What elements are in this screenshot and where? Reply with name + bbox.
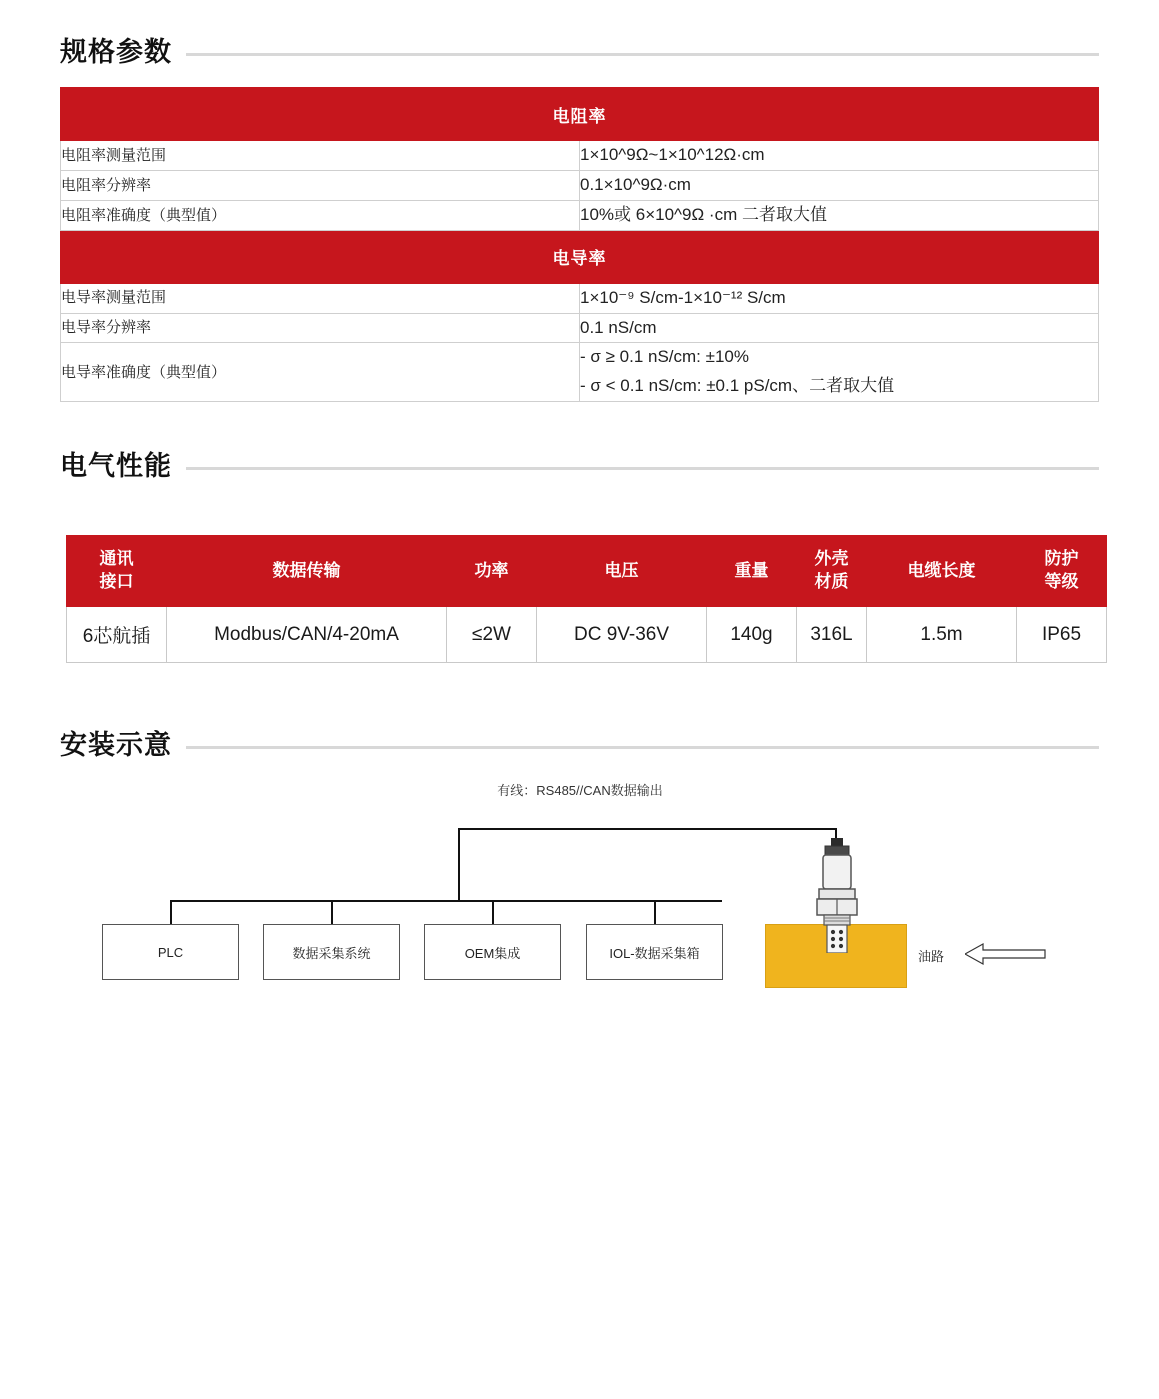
heading-rule	[186, 467, 1099, 470]
bus-line-left-drop	[458, 828, 460, 900]
row-label: 电阻率准确度（典型值）	[61, 200, 580, 230]
row-label: 电导率分辨率	[61, 313, 580, 343]
section-header-electrical	[60, 444, 1099, 483]
heading-rule	[186, 53, 1099, 56]
page-title-electrical: 电气性能	[60, 451, 172, 482]
band-conductivity: 电导率	[61, 230, 1099, 283]
spacer	[60, 501, 1099, 535]
page-title-install: 安装示意	[60, 730, 172, 761]
diagram-caption: 有线：RS485//CAN数据输出	[497, 783, 663, 799]
col-header-data-transfer	[167, 536, 447, 607]
table-row	[61, 343, 1099, 402]
table-row	[61, 170, 1099, 200]
electrical-table-wrap	[60, 535, 1099, 663]
col-header-housing-material	[797, 536, 867, 607]
spacer	[60, 663, 1099, 723]
row-value: 0.1×10^9Ω·cm	[580, 170, 1099, 200]
section-header-install	[60, 723, 1099, 762]
diagram-box-iol: IOL-数据采集箱	[586, 924, 723, 980]
row-value-multiline	[580, 343, 1099, 402]
row-label: 电阻率测量范围	[61, 141, 580, 171]
branch-drop-4	[654, 900, 656, 924]
installation-diagram	[60, 780, 1100, 1040]
cell-housing-material: 316L	[797, 607, 867, 663]
diagram-box-plc: PLC	[102, 924, 239, 980]
cell-cable-length: 1.5m	[867, 607, 1017, 663]
header-line1: 电压	[604, 560, 639, 580]
row-label: 电导率测量范围	[61, 283, 580, 313]
header-line1: 重量	[734, 560, 769, 580]
diagram-box-dataacq: 数据采集系统	[263, 924, 400, 980]
diagram-box-oem: OEM集成	[424, 924, 561, 980]
table-row	[67, 607, 1107, 663]
header-line1: 数据传输	[272, 560, 341, 580]
col-header-protection-rating	[1017, 536, 1107, 607]
table-row	[61, 141, 1099, 171]
table-row	[61, 200, 1099, 230]
header-line2: 材质	[814, 572, 849, 592]
oil-label: 油路	[918, 949, 945, 965]
row-label: 电阻率分辨率	[61, 170, 580, 200]
row-value: 1×10^9Ω~1×10^12Ω·cm	[580, 141, 1099, 171]
table-row	[61, 230, 1099, 283]
header-line1: 防护	[1044, 549, 1079, 569]
col-header-voltage	[537, 536, 707, 607]
row-value-line2: - σ < 0.1 nS/cm: ±0.1 pS/cm、二者取大值	[580, 376, 895, 396]
table-row	[61, 313, 1099, 343]
cell-data-transfer: Modbus/CAN/4-20mA	[167, 607, 447, 663]
table-row	[61, 88, 1099, 141]
col-header-comm-interface	[67, 536, 167, 607]
heading-rule	[186, 746, 1099, 749]
header-line2: 等级	[1044, 572, 1079, 592]
spacer	[60, 402, 1099, 444]
branch-trunk	[170, 900, 722, 902]
page-title-spec: 规格参数	[60, 37, 172, 67]
cell-protection-rating: IP65	[1017, 607, 1107, 663]
branch-drop-1	[170, 900, 172, 924]
row-value-line1: - σ ≥ 0.1 nS/cm: ±10%	[580, 347, 749, 367]
bus-line-top	[458, 828, 836, 830]
header-line1: 电缆长度	[907, 560, 976, 580]
table-row	[61, 283, 1099, 313]
branch-drop-3	[492, 900, 494, 924]
row-value: 10%或 6×10^9Ω ·cm 二者取大值	[580, 200, 1099, 230]
col-header-cable-length	[867, 536, 1017, 607]
spec-table	[60, 87, 1099, 402]
row-value: 0.1 nS/cm	[580, 313, 1099, 343]
flow-arrow-icon	[965, 940, 1047, 968]
cell-weight: 140g	[707, 607, 797, 663]
header-line2: 接口	[99, 572, 134, 592]
sensor-icon	[795, 838, 885, 953]
section-header-spec	[60, 30, 1099, 69]
header-line1: 通讯	[99, 549, 134, 569]
cell-power: ≤2W	[447, 607, 537, 663]
header-line1: 外壳	[814, 549, 849, 569]
table-header-row	[67, 536, 1107, 607]
row-value: 1×10⁻⁹ S/cm-1×10⁻¹² S/cm	[580, 283, 1099, 313]
branch-drop-2	[331, 900, 333, 924]
col-header-weight	[707, 536, 797, 607]
col-header-power	[447, 536, 537, 607]
band-resistivity: 电阻率	[61, 88, 1099, 141]
cell-voltage: DC 9V-36V	[537, 607, 707, 663]
row-label: 电导率准确度（典型值）	[61, 343, 580, 402]
cell-comm-interface: 6芯航插	[67, 607, 167, 663]
electrical-table	[66, 535, 1107, 663]
header-line1: 功率	[474, 560, 509, 580]
